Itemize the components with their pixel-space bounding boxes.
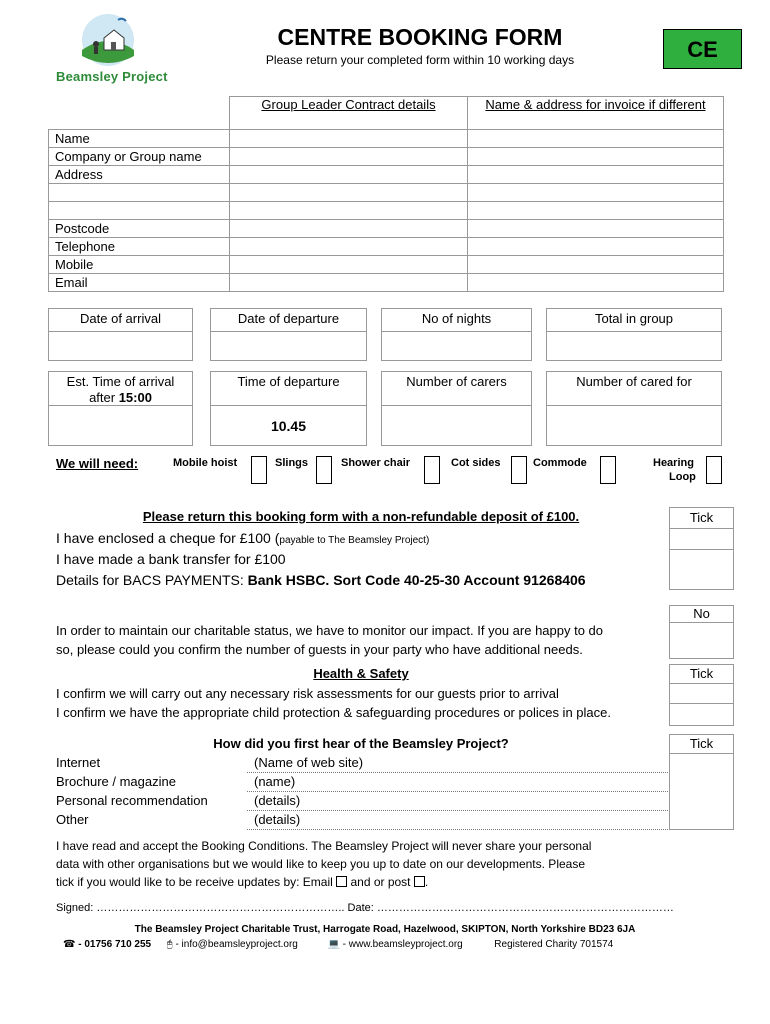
need-shower-chair: Shower chair (341, 457, 411, 469)
departure-time-box[interactable] (210, 371, 367, 446)
field-cell[interactable] (468, 184, 724, 202)
hear-dotted-line[interactable] (247, 829, 668, 830)
row-label: Telephone (49, 238, 230, 256)
hear-option-label: Internet (56, 755, 101, 770)
mobile-hoist-checkbox[interactable] (251, 456, 267, 484)
field-cell[interactable] (230, 166, 468, 184)
transfer-tick-box[interactable] (669, 550, 734, 590)
row-label: Company or Group name (49, 148, 230, 166)
carers-box[interactable] (381, 371, 532, 446)
impact-line-2: so, please could you confirm the number of guests in your party who have additional needs. (56, 642, 583, 657)
consent-line-1: I have read and accept the Booking Conditions. The Beamsley Project will never share your personal (56, 839, 592, 853)
hear-option-detail: (details) (254, 793, 301, 808)
field-cell[interactable] (230, 256, 468, 274)
arrival-date-box[interactable] (48, 308, 193, 361)
consent-post-text: and or post (347, 875, 414, 889)
field-cell[interactable] (230, 148, 468, 166)
health-safety-heading: Health & Safety (313, 666, 409, 681)
safeguarding-text: I confirm we have the appropriate child protection & safeguarding procedures or polices in place. (56, 705, 611, 720)
field-cell[interactable] (468, 256, 724, 274)
logo-text: Beamsley Project (56, 69, 168, 84)
field-cell[interactable] (230, 130, 468, 148)
cheque-payable: payable to The Beamsley Project) (279, 535, 430, 546)
impact-line-1: In order to maintain our charitable status, we have to monitor our impact. If you are happy to do (56, 623, 604, 638)
departure-time-value: 10.45 (270, 418, 307, 434)
departure-time-label: Time of departure (211, 372, 366, 406)
hear-dotted-line[interactable] (247, 810, 668, 811)
consent-line-2: data with other organisations but we would like to keep you up to date on our developments. Please (56, 857, 586, 871)
arrival-date-label: Date of arrival (49, 309, 192, 332)
cot-sides-checkbox[interactable] (511, 456, 527, 484)
cared-for-box[interactable] (546, 371, 722, 446)
field-cell[interactable] (468, 274, 724, 292)
hear-tick-column[interactable] (669, 754, 734, 830)
row-label: Address (49, 166, 230, 184)
footer-charity: Registered Charity 701574 (494, 939, 614, 950)
consent-end: . (424, 875, 429, 889)
field-cell[interactable] (230, 220, 468, 238)
hear-dotted-line[interactable] (247, 791, 668, 792)
email-updates-checkbox[interactable] (336, 876, 347, 887)
cheque-tick-box[interactable] (669, 529, 734, 550)
field-cell[interactable] (468, 220, 724, 238)
form-title: CENTRE BOOKING FORM (277, 24, 563, 50)
row-label (49, 184, 230, 202)
need-loop: Loop (669, 471, 696, 483)
contact-table (48, 96, 724, 292)
nights-label: No of nights (382, 309, 531, 332)
invoice-header: Name & address for invoice if different (468, 97, 724, 130)
hear-option-label: Personal recommendation (56, 793, 208, 808)
field-cell[interactable] (468, 166, 724, 184)
hear-option-label: Brochure / magazine (56, 774, 176, 789)
total-group-box[interactable] (546, 308, 722, 361)
row-label: Email (49, 274, 230, 292)
hear-dotted-line[interactable] (247, 772, 668, 773)
hearing-loop-checkbox[interactable] (706, 456, 722, 484)
need-slings: Slings (275, 457, 309, 469)
post-updates-checkbox[interactable] (414, 876, 425, 887)
risk-assessment-tick-box[interactable] (669, 684, 734, 704)
hear-option-detail: (Name of web site) (254, 755, 364, 770)
group-leader-header: Group Leader Contract details (230, 97, 468, 130)
field-cell[interactable] (230, 238, 468, 256)
hear-heading: How did you first hear of the Beamsley Project? (213, 736, 509, 751)
impact-number-box[interactable] (669, 623, 734, 659)
consent-email-text: tick if you would like to be receive updates by: Email (56, 875, 337, 889)
consent-line-3 (56, 875, 428, 889)
row-label: Postcode (49, 220, 230, 238)
bacs-line (56, 572, 586, 588)
field-cell[interactable] (468, 202, 724, 220)
form-subtitle: Please return your completed form within 10 working days (265, 53, 575, 67)
commode-checkbox[interactable] (600, 456, 616, 484)
footer-address: The Beamsley Project Charitable Trust, Harrogate Road, Hazelwood, SKIPTON, North Yorkshire BD23 6JA (134, 924, 636, 935)
footer-phone: - 01756 710 255 (78, 939, 152, 950)
need-commode: Commode (533, 457, 587, 469)
total-group-label: Total in group (547, 309, 721, 332)
cared-for-label: Number of cared for (547, 372, 721, 406)
departure-date-box[interactable] (210, 308, 367, 361)
row-label: Mobile (49, 256, 230, 274)
deposit-heading: Please return this booking form with a non-refundable deposit of £100. (142, 509, 580, 524)
arrival-time-value: 15:00 (118, 390, 152, 405)
row-label (49, 202, 230, 220)
phone-icon: ☎ (63, 939, 76, 950)
row-label: Name (49, 130, 230, 148)
field-cell[interactable] (230, 202, 468, 220)
departure-date-label: Date of departure (211, 309, 366, 332)
code-badge: CE (663, 29, 742, 69)
slings-checkbox[interactable] (316, 456, 332, 484)
footer-web[interactable]: - www.beamsleyproject.org (342, 939, 463, 950)
hear-tick-header: Tick (669, 734, 734, 754)
need-hearing: Hearing (653, 457, 694, 469)
shower-chair-checkbox[interactable] (424, 456, 440, 484)
carers-label: Number of carers (382, 372, 531, 406)
we-will-need-label: We will need: (56, 456, 139, 471)
cheque-text: I have enclosed a cheque for £100 ( (56, 530, 280, 546)
arrival-time-label: Est. Time of arrival (66, 374, 175, 389)
nights-box[interactable] (381, 308, 532, 361)
cheque-line (56, 530, 429, 546)
risk-assessment-text: I confirm we will carry out any necessary risk assessments for our guests prior to arrival (56, 686, 559, 701)
need-mobile-hoist: Mobile hoist (173, 457, 238, 469)
bacs-label: Details for BACS PAYMENTS: (56, 572, 248, 588)
arrival-time-after: after (89, 390, 119, 405)
bacs-details: Bank HSBC. Sort Code 40-25-30 Account 91268406 (247, 572, 586, 588)
footer-email[interactable]: - info@beamsleyproject.org (175, 939, 298, 950)
hear-option-detail: (name) (254, 774, 296, 789)
impact-no-header: No (669, 605, 734, 623)
field-cell[interactable] (468, 130, 724, 148)
footer-contacts (63, 939, 713, 950)
deposit-tick-header: Tick (669, 507, 734, 529)
transfer-text: I have made a bank transfer for £100 (56, 551, 286, 567)
mouse-icon: 🖰 (166, 939, 173, 950)
arrival-time-box[interactable] (48, 371, 193, 446)
field-cell[interactable] (230, 274, 468, 292)
computer-icon: 💻 (327, 939, 340, 950)
field-cell[interactable] (230, 184, 468, 202)
safeguarding-tick-box[interactable] (669, 704, 734, 726)
signature-date-line[interactable]: Signed: ………………………………………………………….. Date: ……………………………………………………………………… (56, 902, 674, 914)
hear-option-detail: (details) (254, 812, 301, 827)
field-cell[interactable] (468, 238, 724, 256)
field-cell[interactable] (468, 148, 724, 166)
health-tick-header: Tick (669, 664, 734, 684)
hear-option-label: Other (56, 812, 89, 827)
need-cot-sides: Cot sides (451, 457, 501, 469)
